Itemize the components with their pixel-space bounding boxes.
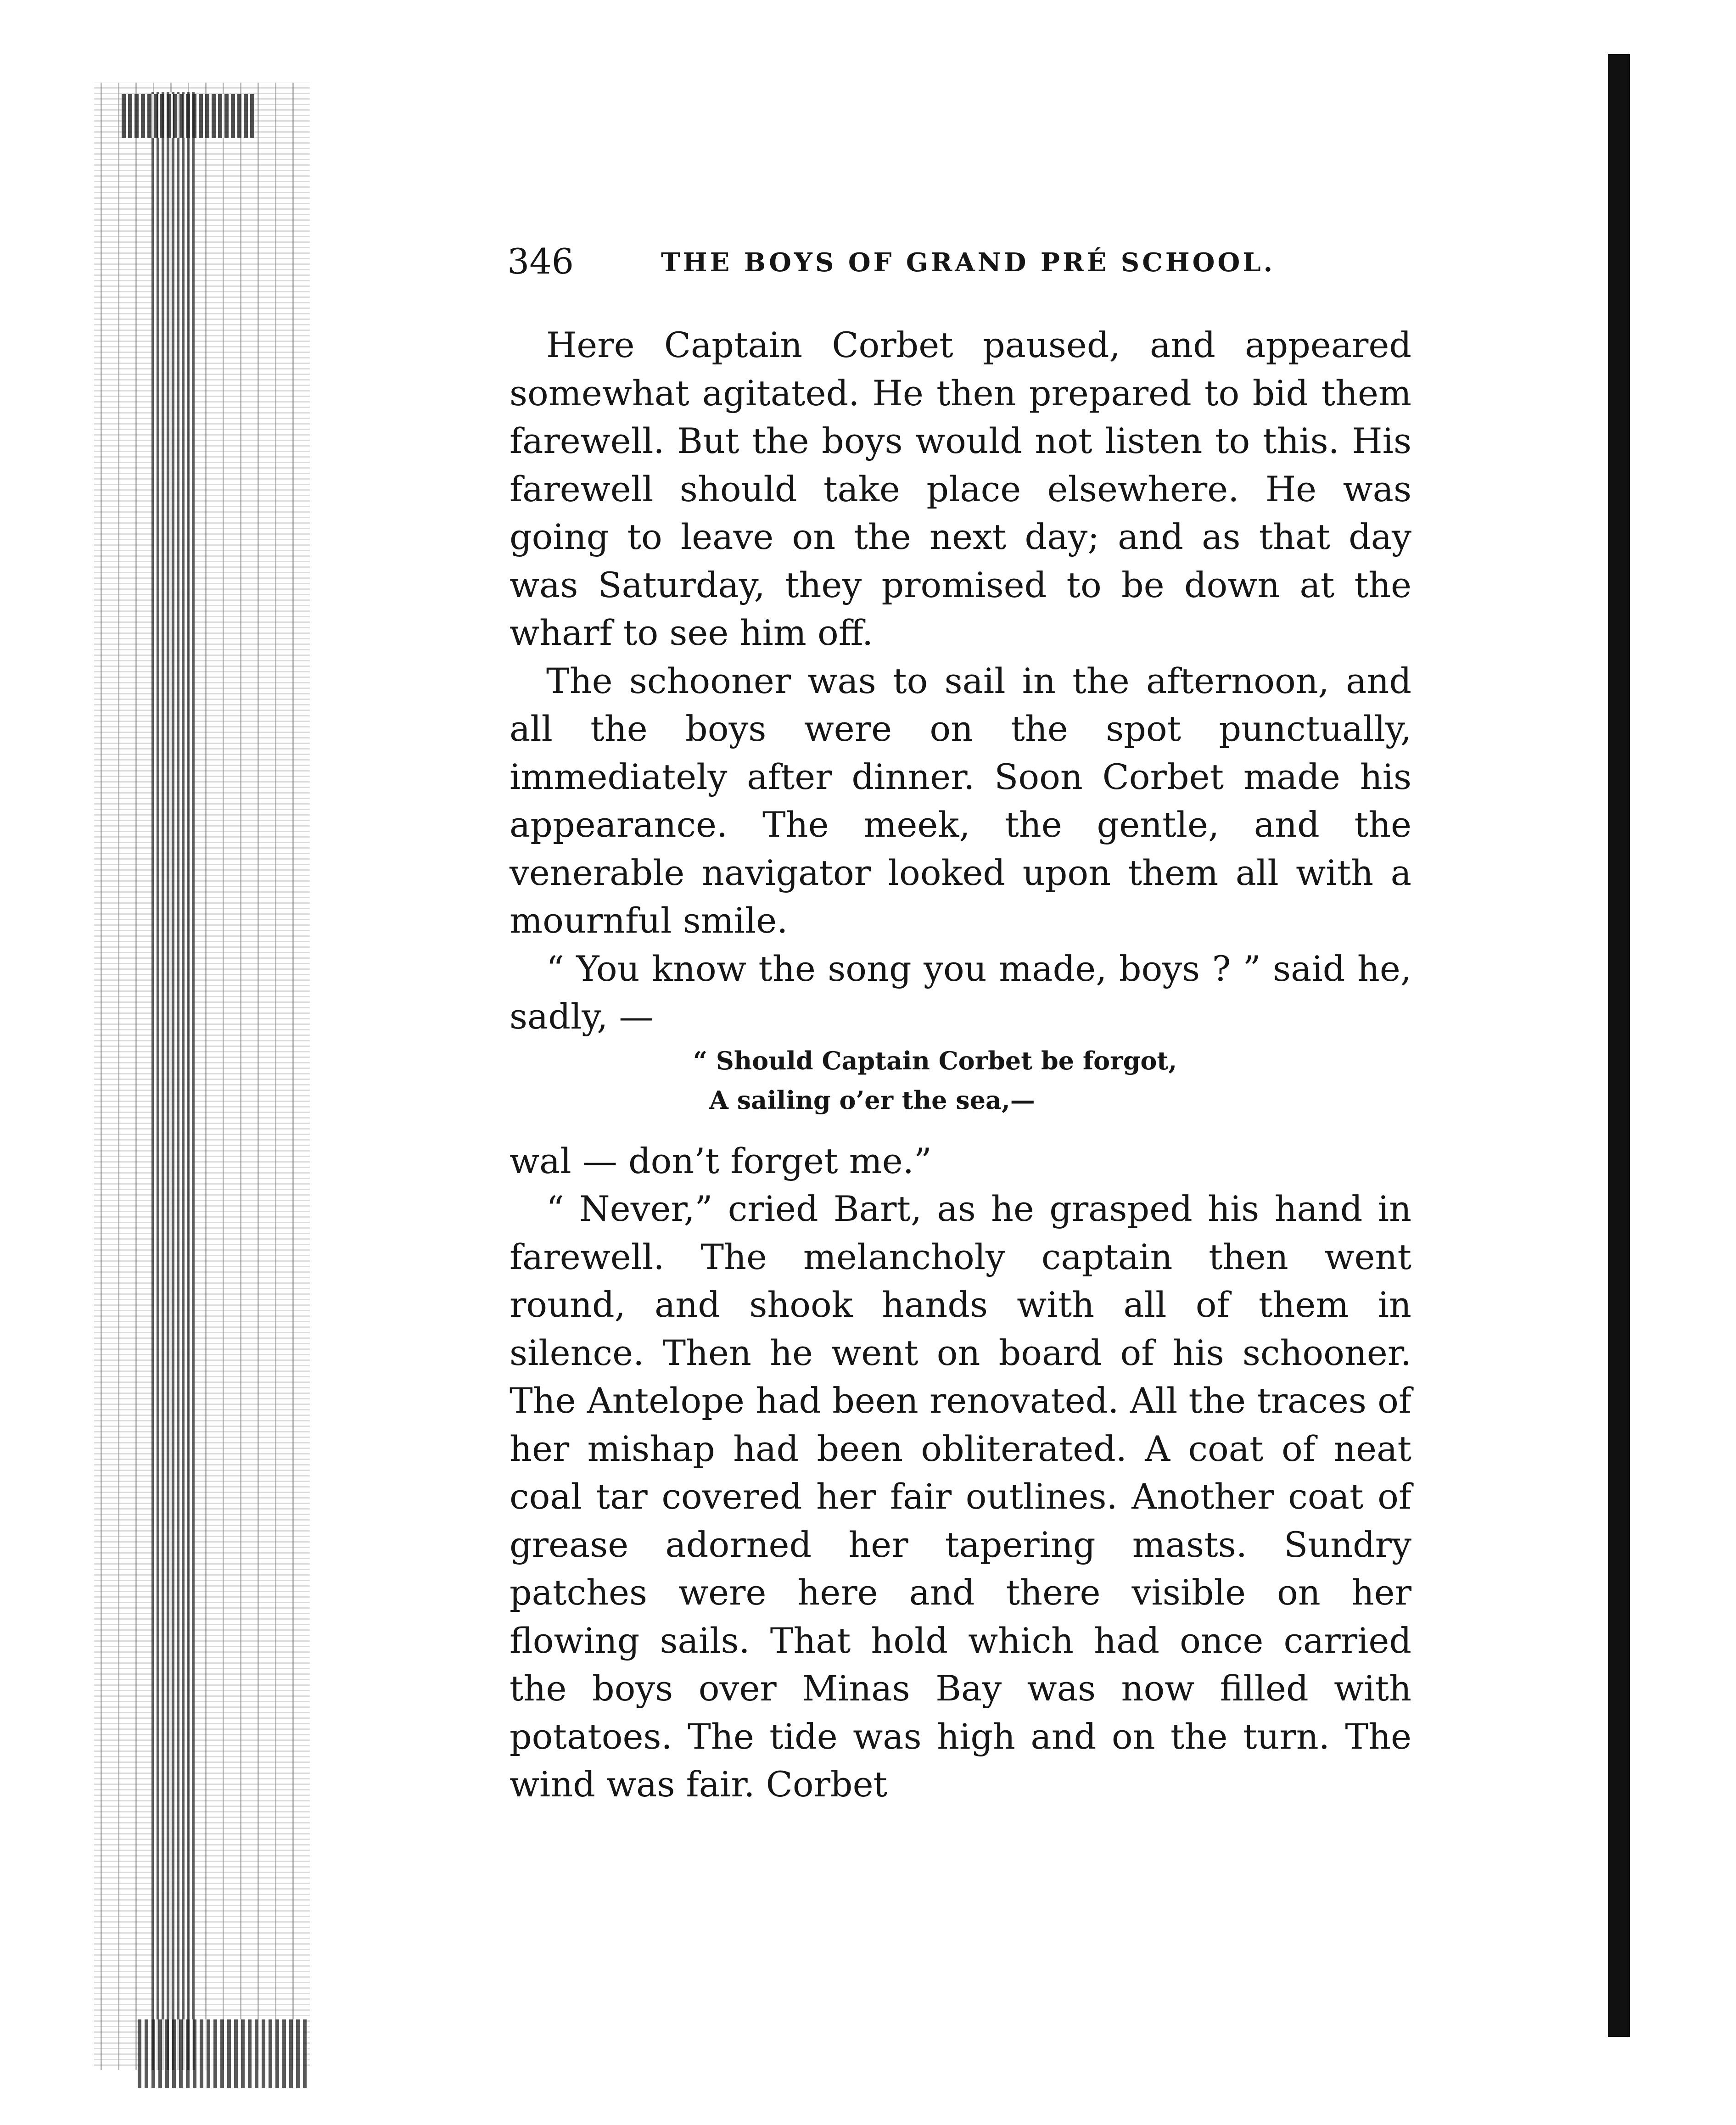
running-title: THE BOYS OF GRAND PRÉ SCHOOL. <box>661 247 1276 278</box>
paragraph: The schooner was to sail in the afternoon, and all the boys were on the spot punctually, immediately after dinner. Soon Corbet made his appearance. The meek, the gentle, and the venerable navigator looked upon them all with a mournful smile. <box>510 660 1411 941</box>
paragraph: “ Never,” cried Bart, as he grasped his hand in farewell. The melancholy captain then went round, and shook hands with all of them in silence. Then he went on board of his schooner. The Antelope had been renovated. All the traces of her mishap had been obliterated. A coat of neat coal tar covered her fair outlines. Another coat of grease adorned her tapering masts. Sundry patches were here and there visible on her flowing sails. That hold which had once carried the boys over Minas Bay was now filled with potatoes. The tide was high and on the turn. The wind was fair. Corbet <box>510 1188 1411 1805</box>
running-head <box>507 239 1288 285</box>
paragraph-continuation: wal — don’t forget me.” <box>510 1140 932 1181</box>
scan-gutter-binding <box>151 92 195 2070</box>
verse-quote <box>510 1041 1411 1137</box>
scan-gutter-noise <box>94 83 310 2070</box>
verse-line: A sailing o’er the sea,— <box>709 1085 1035 1115</box>
paragraph: “ You know the song you made, boys ? ” said he, sadly, — <box>510 948 1411 1037</box>
scan-edge-bar <box>1608 54 1630 2037</box>
scan-gutter-top-mark <box>122 94 255 138</box>
body-text <box>510 321 1411 1809</box>
scan-gutter-bottom-mark <box>138 2019 308 2088</box>
paragraph: Here Captain Corbet paused, and appeared somewhat agitated. He then prepared to bid them farewell. But the boys would not listen to this. His farewell should take place elsewhere. He was going to leave on the next day; and as that day was Saturday, they promised to be down at the wharf to see him off. <box>510 324 1411 653</box>
verse-line: “ Should Captain Corbet be forgot, <box>693 1046 1177 1075</box>
page-number: 346 <box>507 241 574 282</box>
verse <box>510 1041 1411 1120</box>
